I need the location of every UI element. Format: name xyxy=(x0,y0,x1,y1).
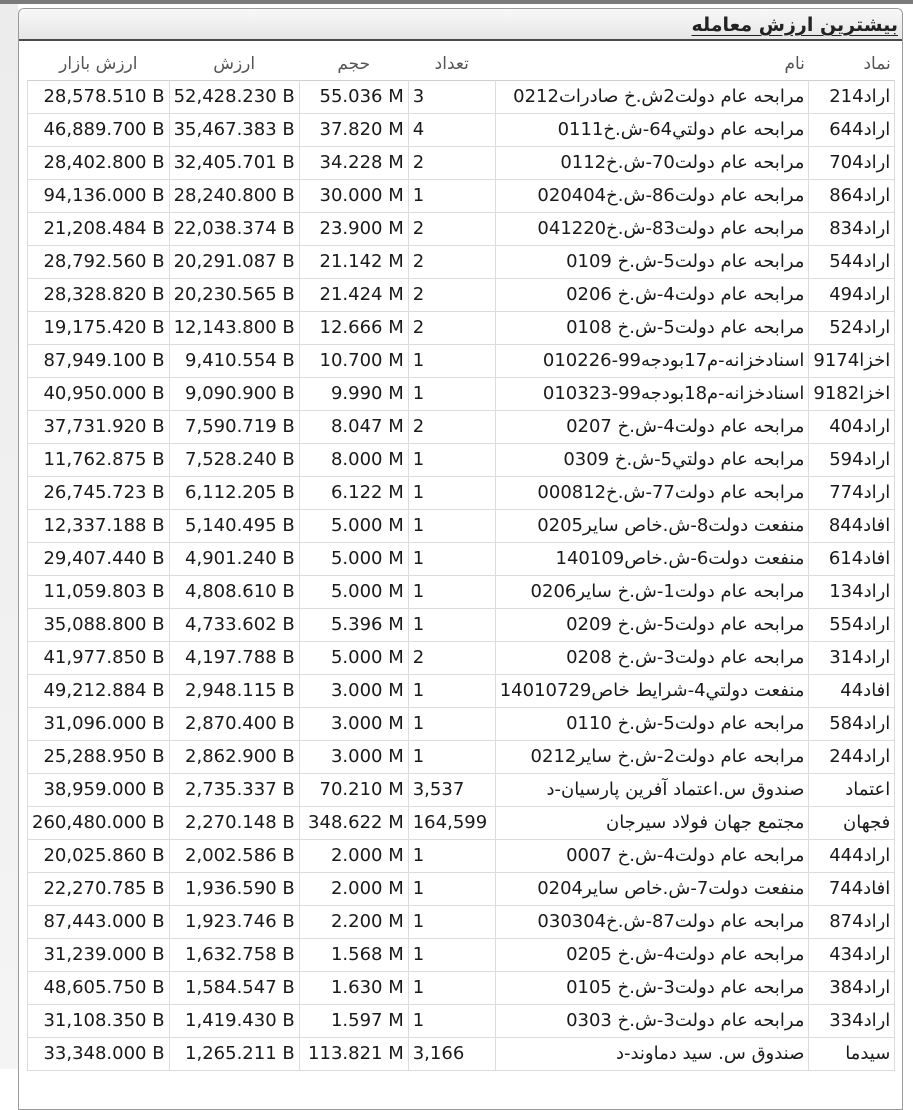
table-row[interactable] xyxy=(28,939,895,972)
table-row[interactable] xyxy=(28,774,895,807)
cell-value: 4,901.240 B xyxy=(169,543,299,576)
cell-value: 1,936.590 B xyxy=(169,873,299,906)
cell-count: 2 xyxy=(408,213,495,246)
cell-volume: 2.200 M xyxy=(299,906,408,939)
cell-symbol[interactable]: اراد384 xyxy=(809,972,895,1005)
cell-name[interactable]: منفعت دولت6-ش.خاص140109 xyxy=(495,543,809,576)
cell-symbol[interactable]: اراد704 xyxy=(809,147,895,180)
table-row[interactable] xyxy=(28,840,895,873)
cell-market-value: 22,270.785 B xyxy=(28,873,170,906)
cell-value: 2,870.400 B xyxy=(169,708,299,741)
cell-symbol[interactable]: سيدما xyxy=(809,1038,895,1071)
table-row[interactable] xyxy=(28,147,895,180)
cell-value: 9,410.554 B xyxy=(169,345,299,378)
cell-value: 32,405.701 B xyxy=(169,147,299,180)
table-row[interactable] xyxy=(28,246,895,279)
cell-market-value: 33,348.000 B xyxy=(28,1038,170,1071)
cell-symbol[interactable]: اراد874 xyxy=(809,906,895,939)
cell-symbol[interactable]: اراد544 xyxy=(809,246,895,279)
cell-market-value: 28,328.820 B xyxy=(28,279,170,312)
cell-count: 1 xyxy=(408,675,495,708)
cell-value: 7,590.719 B xyxy=(169,411,299,444)
cell-value: 1,584.547 B xyxy=(169,972,299,1005)
cell-market-value: 11,059.803 B xyxy=(28,576,170,609)
cell-symbol[interactable]: افاد844 xyxy=(809,510,895,543)
table-row[interactable] xyxy=(28,81,895,114)
panel-title[interactable]: بیشترین ارزش معامله xyxy=(19,9,902,41)
cell-volume: 348.622 M xyxy=(299,807,408,840)
cell-symbol[interactable]: اراد334 xyxy=(809,1005,895,1038)
cell-symbol[interactable]: افاد744 xyxy=(809,873,895,906)
cell-name[interactable]: منفعت دولت8-ش.خاص سایر0205 xyxy=(495,510,809,543)
table-row[interactable] xyxy=(28,411,895,444)
cell-volume: 21.142 M xyxy=(299,246,408,279)
col-header-name[interactable]: نام xyxy=(784,54,805,74)
cell-market-value: 28,402.800 B xyxy=(28,147,170,180)
cell-market-value: 49,212.884 B xyxy=(28,675,170,708)
cell-symbol[interactable]: اراد524 xyxy=(809,312,895,345)
top-value-trades-panel xyxy=(18,8,903,1110)
cell-count: 1 xyxy=(408,444,495,477)
cell-name[interactable]: مجتمع جهان فولاد سيرجان xyxy=(495,807,809,840)
cell-name[interactable]: مرابحه عام دولت70-ش.خ0112 xyxy=(495,147,809,180)
cell-value: 12,143.800 B xyxy=(169,312,299,345)
cell-name[interactable]: مرابحه عام دولت5-ش.خ 0209 xyxy=(495,609,809,642)
cell-volume: 37.820 M xyxy=(299,114,408,147)
cell-value: 2,948.115 B xyxy=(169,675,299,708)
cell-market-value: 26,745.723 B xyxy=(28,477,170,510)
cell-market-value: 38,959.000 B xyxy=(28,774,170,807)
table-row[interactable] xyxy=(28,114,895,147)
cell-symbol[interactable]: اراد444 xyxy=(809,840,895,873)
table-row[interactable] xyxy=(28,345,895,378)
cell-volume: 1.568 M xyxy=(299,939,408,972)
cell-count: 1 xyxy=(408,741,495,774)
cell-volume: 34.228 M xyxy=(299,147,408,180)
cell-count: 3,166 xyxy=(408,1038,495,1071)
table-row[interactable] xyxy=(28,180,895,213)
top-edge-strip xyxy=(0,0,913,4)
cell-symbol[interactable]: اخزا9174 xyxy=(809,345,895,378)
cell-name[interactable]: مرابحه عام دولت5-ش.خ 0110 xyxy=(495,708,809,741)
cell-volume: 5.000 M xyxy=(299,642,408,675)
cell-symbol[interactable]: اراد774 xyxy=(809,477,895,510)
cell-value: 1,923.746 B xyxy=(169,906,299,939)
cell-name[interactable]: مرابحه عام دولت4-ش.خ 0205 xyxy=(495,939,809,972)
cell-market-value: 87,949.100 B xyxy=(28,345,170,378)
cell-volume: 5.000 M xyxy=(299,576,408,609)
cell-name[interactable]: مرابحه عام دولت3-ش.خ 0303 xyxy=(495,1005,809,1038)
cell-value: 1,419.430 B xyxy=(169,1005,299,1038)
cell-symbol[interactable]: اراد864 xyxy=(809,180,895,213)
cell-symbol[interactable]: اخزا9182 xyxy=(809,378,895,411)
col-header-volume[interactable]: حجم xyxy=(337,54,371,74)
table-row[interactable] xyxy=(28,708,895,741)
table-row[interactable] xyxy=(28,609,895,642)
cell-count: 1 xyxy=(408,906,495,939)
cell-count: 1 xyxy=(408,477,495,510)
cell-count: 2 xyxy=(408,279,495,312)
cell-value: 2,735.337 B xyxy=(169,774,299,807)
table-row[interactable] xyxy=(28,510,895,543)
table-row[interactable] xyxy=(28,477,895,510)
cell-count: 1 xyxy=(408,873,495,906)
table-row[interactable] xyxy=(28,642,895,675)
cell-volume: 3.000 M xyxy=(299,675,408,708)
col-header-count[interactable]: تعداد xyxy=(434,54,469,74)
cell-volume: 9.990 M xyxy=(299,378,408,411)
cell-value: 20,291.087 B xyxy=(169,246,299,279)
cell-market-value: 19,175.420 B xyxy=(28,312,170,345)
cell-volume: 70.210 M xyxy=(299,774,408,807)
cell-volume: 3.000 M xyxy=(299,708,408,741)
cell-symbol[interactable]: اراد594 xyxy=(809,444,895,477)
cell-name[interactable]: اسنادخزانه-م17بودجه99-010226 xyxy=(495,345,809,378)
cell-symbol[interactable]: اراد584 xyxy=(809,708,895,741)
cell-count: 1 xyxy=(408,708,495,741)
cell-name[interactable]: صندوق س. سيد دماوند-د xyxy=(495,1038,809,1071)
cell-market-value: 87,443.000 B xyxy=(28,906,170,939)
cell-name[interactable]: مرابحه عام دولت5-ش.خ 0108 xyxy=(495,312,809,345)
table-row[interactable] xyxy=(28,543,895,576)
cell-name[interactable]: اسنادخزانه-م18بودجه99-010323 xyxy=(495,378,809,411)
cell-name[interactable]: مرابحه عام دولتي64-ش.خ0111 xyxy=(495,114,809,147)
cell-name[interactable]: مرابحه عام دولت86-ش.خ020404 xyxy=(495,180,809,213)
cell-symbol[interactable]: اراد434 xyxy=(809,939,895,972)
cell-value: 20,230.565 B xyxy=(169,279,299,312)
cell-count: 1 xyxy=(408,939,495,972)
cell-symbol[interactable]: اراد214 xyxy=(809,81,895,114)
cell-count: 1 xyxy=(408,609,495,642)
cell-volume: 1.630 M xyxy=(299,972,408,1005)
cell-volume: 12.666 M xyxy=(299,312,408,345)
cell-value: 2,862.900 B xyxy=(169,741,299,774)
cell-value: 4,733.602 B xyxy=(169,609,299,642)
table-row[interactable] xyxy=(28,675,895,708)
cell-volume: 8.047 M xyxy=(299,411,408,444)
cell-name[interactable]: مرابحه عام دولت1-ش.خ سایر0206 xyxy=(495,576,809,609)
cell-market-value: 21,208.484 B xyxy=(28,213,170,246)
table-header-row xyxy=(28,48,895,81)
cell-name[interactable]: مرابحه عام دولت2ش.خ صادرات0212 xyxy=(495,81,809,114)
cell-count: 1 xyxy=(408,345,495,378)
cell-count: 1 xyxy=(408,972,495,1005)
cell-value: 7,528.240 B xyxy=(169,444,299,477)
cell-volume: 5.000 M xyxy=(299,510,408,543)
cell-symbol[interactable]: اراد494 xyxy=(809,279,895,312)
cell-value: 35,467.383 B xyxy=(169,114,299,147)
cell-symbol[interactable]: اراد134 xyxy=(809,576,895,609)
cell-volume: 21.424 M xyxy=(299,279,408,312)
cell-count: 4 xyxy=(408,114,495,147)
cell-volume: 6.122 M xyxy=(299,477,408,510)
cell-name[interactable]: مرابحه عام دولت4-ش.خ 0206 xyxy=(495,279,809,312)
cell-symbol[interactable]: افاد614 xyxy=(809,543,895,576)
cell-value: 4,197.788 B xyxy=(169,642,299,675)
cell-symbol[interactable]: اراد404 xyxy=(809,411,895,444)
cell-volume: 8.000 M xyxy=(299,444,408,477)
table-row[interactable] xyxy=(28,807,895,840)
table-row[interactable] xyxy=(28,741,895,774)
col-header-symbol[interactable]: نماد xyxy=(863,54,891,74)
cell-value: 2,002.586 B xyxy=(169,840,299,873)
table-row[interactable] xyxy=(28,1005,895,1038)
table-row[interactable] xyxy=(28,378,895,411)
table-row[interactable] xyxy=(28,279,895,312)
table-row[interactable] xyxy=(28,1038,895,1071)
table-row[interactable] xyxy=(28,213,895,246)
table-row[interactable] xyxy=(28,444,895,477)
cell-symbol[interactable]: اراد644 xyxy=(809,114,895,147)
cell-count: 2 xyxy=(408,147,495,180)
cell-volume: 30.000 M xyxy=(299,180,408,213)
cell-value: 52,428.230 B xyxy=(169,81,299,114)
cell-value: 2,270.148 B xyxy=(169,807,299,840)
cell-market-value: 12,337.188 B xyxy=(28,510,170,543)
cell-name[interactable]: مرابحه عام دولت3-ش.خ 0105 xyxy=(495,972,809,1005)
cell-value: 1,632.758 B xyxy=(169,939,299,972)
cell-market-value: 37,731.920 B xyxy=(28,411,170,444)
cell-count: 3 xyxy=(408,81,495,114)
cell-volume: 2.000 M xyxy=(299,873,408,906)
cell-count: 1 xyxy=(408,840,495,873)
cell-market-value: 31,108.350 B xyxy=(28,1005,170,1038)
cell-name[interactable]: مرابحه عام دولت77-ش.خ000812 xyxy=(495,477,809,510)
cell-volume: 55.036 M xyxy=(299,81,408,114)
cell-market-value: 94,136.000 B xyxy=(28,180,170,213)
cell-name[interactable]: مرابحه عام دولت4-ش.خ 0007 xyxy=(495,840,809,873)
cell-value: 6,112.205 B xyxy=(169,477,299,510)
cell-value: 9,090.900 B xyxy=(169,378,299,411)
cell-name[interactable]: مرابحه عام دولت83-ش.خ041220 xyxy=(495,213,809,246)
cell-market-value: 40,950.000 B xyxy=(28,378,170,411)
cell-market-value: 29,407.440 B xyxy=(28,543,170,576)
cell-market-value: 48,605.750 B xyxy=(28,972,170,1005)
cell-count: 1 xyxy=(408,576,495,609)
cell-count: 2 xyxy=(408,411,495,444)
cell-name[interactable]: منفعت دولت7-ش.خاص سایر0204 xyxy=(495,873,809,906)
cell-symbol[interactable]: اعتماد xyxy=(809,774,895,807)
cell-count: 1 xyxy=(408,1005,495,1038)
cell-market-value: 260,480.000 B xyxy=(28,807,170,840)
cell-count: 1 xyxy=(408,510,495,543)
cell-market-value: 31,096.000 B xyxy=(28,708,170,741)
cell-market-value: 11,762.875 B xyxy=(28,444,170,477)
table-row[interactable] xyxy=(28,312,895,345)
table-row[interactable] xyxy=(28,576,895,609)
cell-name[interactable]: مرابحه عام دولت2-ش.خ سایر0212 xyxy=(495,741,809,774)
cell-count: 1 xyxy=(408,180,495,213)
cell-count: 3,537 xyxy=(408,774,495,807)
cell-value: 4,808.610 B xyxy=(169,576,299,609)
cell-market-value: 25,288.950 B xyxy=(28,741,170,774)
cell-symbol[interactable]: اراد554 xyxy=(809,609,895,642)
cell-name[interactable]: مرابحه عام دولت4-ش.خ 0207 xyxy=(495,411,809,444)
cell-count: 1 xyxy=(408,378,495,411)
cell-name[interactable]: صندوق س.اعتماد آفرين پارسيان-د xyxy=(495,774,809,807)
cell-symbol[interactable]: فجهان xyxy=(809,807,895,840)
col-header-market-value[interactable]: ارزش بازار xyxy=(59,54,138,74)
cell-name[interactable]: منفعت دولتي4-شرايط خاص14010729 xyxy=(495,675,809,708)
cell-name[interactable]: مرابحه عام دولتي5-ش.خ 0309 xyxy=(495,444,809,477)
cell-volume: 2.000 M xyxy=(299,840,408,873)
cell-count: 1 xyxy=(408,543,495,576)
cell-market-value: 46,889.700 B xyxy=(28,114,170,147)
cell-symbol[interactable]: افاد44 xyxy=(809,675,895,708)
cell-symbol[interactable]: اراد314 xyxy=(809,642,895,675)
cell-count: 2 xyxy=(408,246,495,279)
cell-value: 28,240.800 B xyxy=(169,180,299,213)
cell-market-value: 28,792.560 B xyxy=(28,246,170,279)
cell-volume: 3.000 M xyxy=(299,741,408,774)
trades-table xyxy=(27,48,895,1071)
cell-volume: 5.396 M xyxy=(299,609,408,642)
cell-name[interactable]: مرابحه عام دولت87-ش.خ030304 xyxy=(495,906,809,939)
cell-value: 5,140.495 B xyxy=(169,510,299,543)
cell-market-value: 31,239.000 B xyxy=(28,939,170,972)
cell-volume: 1.597 M xyxy=(299,1005,408,1038)
page-gutter xyxy=(0,4,18,1069)
col-header-value[interactable]: ارزش xyxy=(213,54,256,74)
cell-value: 22,038.374 B xyxy=(169,213,299,246)
cell-volume: 113.821 M xyxy=(299,1038,408,1071)
table-row[interactable] xyxy=(28,873,895,906)
cell-symbol[interactable]: اراد834 xyxy=(809,213,895,246)
cell-volume: 10.700 M xyxy=(299,345,408,378)
cell-name[interactable]: مرابحه عام دولت3-ش.خ 0208 xyxy=(495,642,809,675)
table-row[interactable] xyxy=(28,972,895,1005)
cell-count: 164,599 xyxy=(408,807,495,840)
cell-value: 1,265.211 B xyxy=(169,1038,299,1071)
cell-market-value: 28,578.510 B xyxy=(28,81,170,114)
cell-name[interactable]: مرابحه عام دولت5-ش.خ 0109 xyxy=(495,246,809,279)
cell-count: 2 xyxy=(408,642,495,675)
cell-symbol[interactable]: اراد244 xyxy=(809,741,895,774)
table-row[interactable] xyxy=(28,906,895,939)
cell-volume: 5.000 M xyxy=(299,543,408,576)
cell-count: 2 xyxy=(408,312,495,345)
cell-market-value: 20,025.860 B xyxy=(28,840,170,873)
cell-volume: 23.900 M xyxy=(299,213,408,246)
cell-market-value: 41,977.850 B xyxy=(28,642,170,675)
cell-market-value: 35,088.800 B xyxy=(28,609,170,642)
